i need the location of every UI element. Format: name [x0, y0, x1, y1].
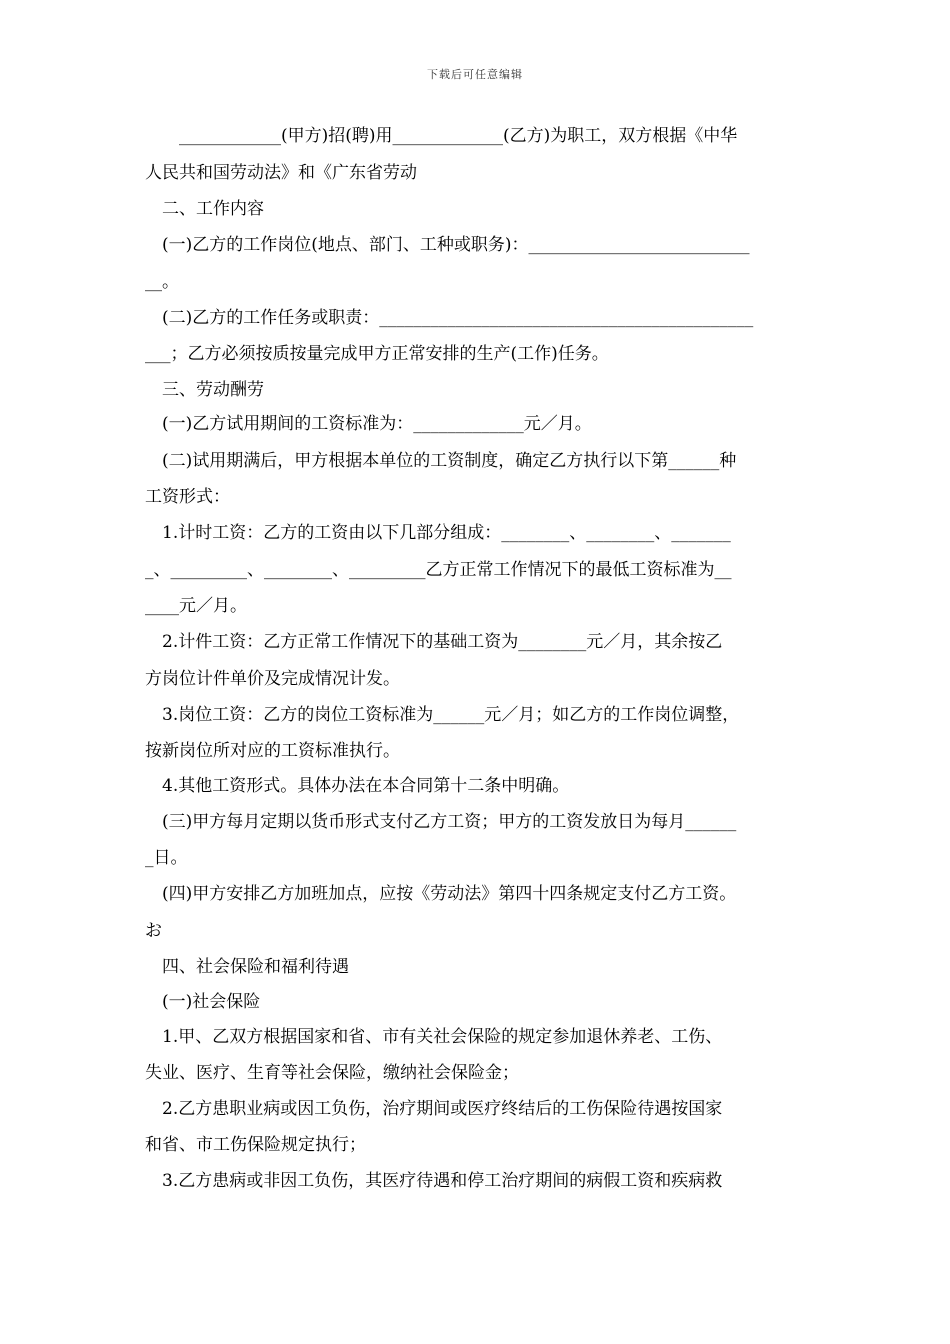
page-header-note: 下载后可任意编辑: [427, 68, 523, 81]
text-line: (二)乙方的工作任务或职责：____________________________________________: [145, 308, 754, 328]
section-heading: 二、工作内容: [145, 199, 264, 219]
text-line: (二)试用期满后，甲方根据本单位的工资制度，确定乙方执行以下第______种: [145, 451, 737, 471]
text-line: 按新岗位所对应的工资标准执行。: [145, 741, 400, 761]
text-line: _、_________、________、_________乙方正常工作情况下的最低工资标准为__: [145, 560, 732, 580]
text-line: 3.岗位工资：乙方的岗位工资标准为______元／月；如乙方的工作岗位调整，: [145, 705, 740, 725]
text-line: 4.其他工资形式。具体办法在本合同第十二条中明确。: [145, 776, 570, 796]
text-line: __。: [145, 272, 179, 292]
text-line: ____________(甲方)招(聘)用_____________(乙方)为职工，双方根据《中华: [145, 126, 738, 146]
text-line: 人民共和国劳动法》和《广东省劳动: [145, 163, 417, 183]
section-heading: 四、社会保险和福利待遇: [145, 957, 349, 977]
text-line: 1.计时工资：乙方的工资由以下几部分组成：________、________、_______: [145, 523, 731, 543]
text-line: 方岗位计件单价及完成情况计发。: [145, 669, 400, 689]
text-line: 工资形式：: [145, 487, 230, 507]
text-line: ___；乙方必须按质按量完成甲方正常安排的生产(工作)任务。: [145, 344, 609, 364]
section-heading: 三、劳动酬劳: [145, 380, 264, 400]
text-line: ____元／月。: [145, 596, 247, 616]
text-line: (三)甲方每月定期以货币形式支付乙方工资；甲方的工资发放日为每月______: [145, 812, 737, 832]
text-line: (一)乙方试用期间的工资标准为：_____________元／月。: [145, 414, 592, 434]
text-line: (四)甲方安排乙方加班加点，应按《劳动法》第四十四条规定支付乙方工资。: [145, 884, 737, 904]
text-line: 2.乙方患职业病或因工负伤，治疗期间或医疗终结后的工伤保险待遇按国家: [145, 1099, 723, 1119]
text-line: 1.甲、乙双方根据国家和省、市有关社会保险的规定参加退休养老、工伤、: [145, 1027, 723, 1047]
text-line: (一)乙方的工作岗位(地点、部门、工种或职务)：__________________________: [145, 235, 750, 255]
text-line: 2.计件工资：乙方正常工作情况下的基础工资为________元／月，其余按乙: [145, 632, 723, 652]
subsection-heading: (一)社会保险: [145, 992, 261, 1012]
text-line: お: [145, 921, 162, 941]
text-line: 失业、医疗、生育等社会保险，缴纳社会保险金；: [145, 1063, 519, 1083]
text-line: 3.乙方患病或非因工负伤，其医疗待遇和停工治疗期间的病假工资和疾病救: [145, 1171, 723, 1191]
text-line: 和省、市工伤保险规定执行；: [145, 1135, 366, 1155]
text-line: _日。: [145, 848, 188, 868]
